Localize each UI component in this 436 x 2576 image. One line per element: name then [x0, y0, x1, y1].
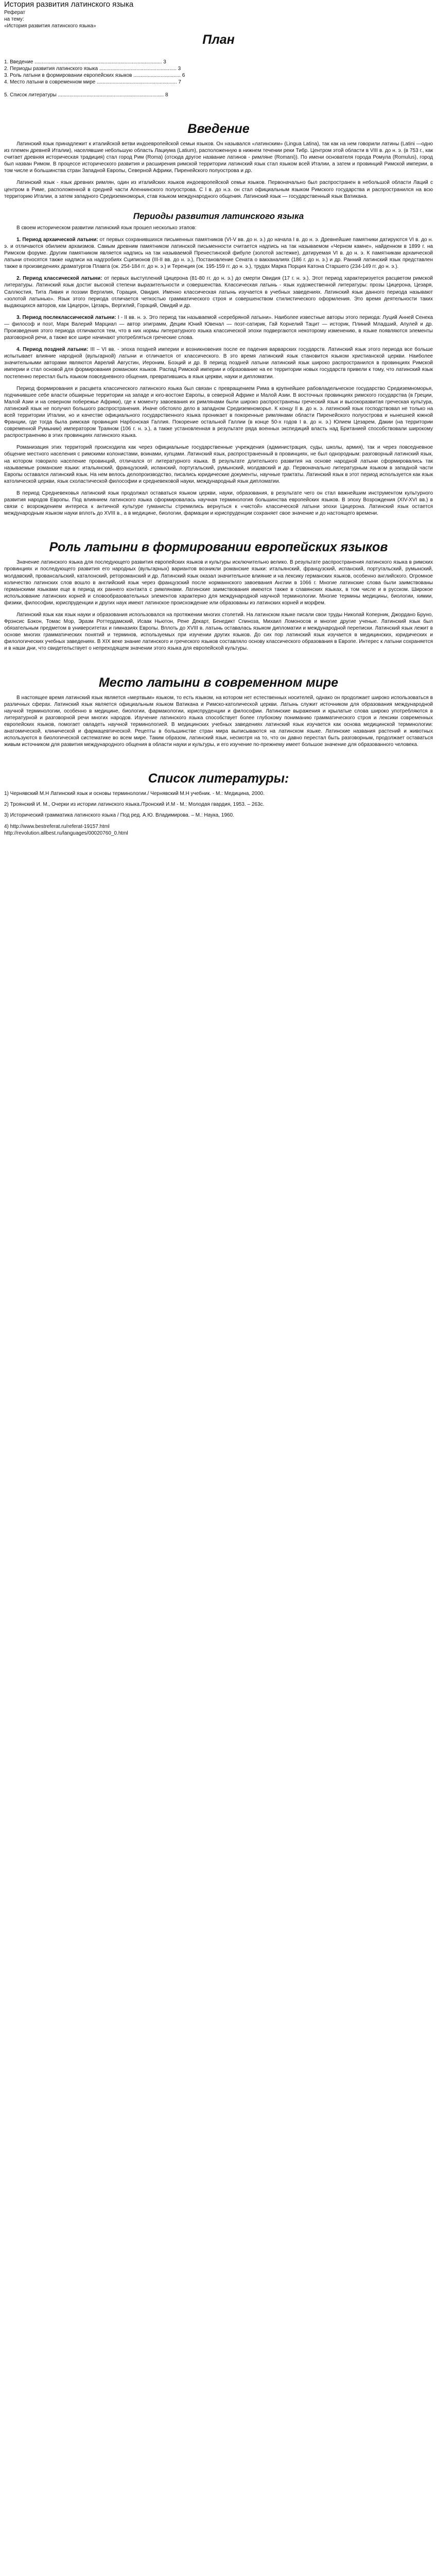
header-block — [4, 0, 433, 29]
role-section — [4, 559, 433, 652]
paragraph: Значение латинского языка для последующего развития европейских языков и культуры исключительно велико. В результате распространения латинского языка в римских провинциях и последующего развития его народных (вульгарных) вариантов возникли романские языки: итальянский, французский, испанский, португальский, румынский, молдавский, провансальский, каталонский, ретороманский и др. Латинский язык оказал значительное влияние и на лексику германских языков, особенно английского. Огромное количество латинских слов вошло в английский язык через французский после норманнского завоевания Англии в 1066 г. Многие латинские слова были заимствованы германскими языками еще в период их раннего контакта с римлянами. Латинские заимствования имеются также в славянских языках, в том числе и в русском. Широкое использование латинских корней и словообразовательных элементов характерно для международной научной терминологии. Многие термины медицины, биологии, химии, физики, философии, юриспруденции и других наук имеют латинское происхождение или образованы из латинских корней и морфем. — [4, 560, 433, 606]
toc-item: 5. Список литературы .......................................................................... 8 — [4, 92, 168, 98]
document-page — [0, 0, 436, 837]
modern-section — [4, 694, 433, 749]
paragraph: Латинский язык - язык древних римлян, один из италийских языков индоевропейской семьи языков. Первоначально был распространен в небольшой области Лаций с центром в Риме, расположенной в средней части Апеннинского полуострова. С I в. до н.э. он стал официальным языком Римского государства и распространился на всю территорию Италии, а затем западного Средиземноморья, став языком международного общения. Латинский язык — государственный язык Ватикана. — [4, 180, 433, 199]
paragraph: Романизация этих территорий происходила как через официальные государственные учреждения (администрация, суды, школы, армия), так и через повседневное общение местного населения с римскими колонистами, воинами, купцами. Латинский язык, распространенный в провинциях, не был однородным: разговорный латинский язык, на котором говорило население провинций, отличался от литературного языка. В результате длительного развития на основе народной латыни сформировались так называемые романские языки: итальянский, французский, испанский, португальский, румынский, молдавский и др. Первоначально литературным языком в западной части Европы оставался латинский язык. На нем велось делопроизводство, писались юридические документы, научные трактаты. Латинский язык в этот период используется как язык католической церкви, язык схоластической философии и средневековой науки, международный язык дипломатии. — [4, 445, 433, 484]
role-heading: Роль латыни в формировании европейских языков — [49, 540, 388, 555]
plan-title: План — [202, 32, 235, 47]
toc-item: 4. Место латыни в современном мире ........................................................ 7 — [4, 79, 181, 85]
toc-item: 2. Периоды развития латинского языка ...................................................... 3 — [4, 66, 181, 72]
paragraph: В своем историческом развитии латинский язык прошел несколько этапов: — [16, 225, 197, 231]
period-text: от первых выступлений Цицерона (81-80 гг. до н. э.) до смерти Овидия (17 г. н. э.). Этот период характеризуется расцветом римской литературы. Латинский язык достиг высокой степени выразительности и совершенства. Классическая латынь - язык художественной литературы: прозы Цицерона, Цезаря, Саллюстия, Тита Ливия и поэзии Вергилия, Горация, Овидия. Именно классическая латынь изучается в учебных заведениях. Латинский язык данного периода называют «золотой латынью». Язык этого периода отличается четкостью грамматического строя и совершенством стилистического оформления. Это время деятельности таких выдающихся авторов, как Цицерон, Цезарь, Вергилий, Гораций, Овидий и др. — [4, 276, 433, 309]
period-label: 2. Период классической латыни: — [16, 276, 102, 282]
topic-title: «История развития латинского языка» — [4, 23, 96, 29]
paragraph: В настоящее время латинский язык является «мертвым» языком, то есть языком, на котором нет естественных носителей, однако он продолжает широко использоваться в различных сферах. Латинский язык является официальным языком Ватикана и Римско-католической церкви. Латынь служит источником для образования международной научной терминологии, особенно в медицине, биологии, фармакологии, юриспруденции и философии. Латинские выражения и крылатые слова широко употребляются в литературной и разговорной речи многих народов. Изучение латинского языка способствует более глубокому пониманию грамматического строя и лексики современных европейских языков, помогает овладеть научной терминологией. В медицинских учебных заведениях латинский язык изучается как основа медицинской терминологии: анатомической, клинической и фармацевтической. Рецепты в большинстве стран мира выписываются на латинском языке. Латинские названия растений и животных используются в биологической систематике во всем мире. Таким образом, латинский язык, несмотря на то, что он давно перестал быть разговорным, продолжает оставаться живым источником для развития международного общения в области науки и культуры, и его изучение по-прежнему имеет большое значение для образованного человека. — [4, 694, 433, 748]
references-list — [4, 790, 433, 836]
topic-label: на тему: — [4, 16, 24, 22]
paragraph: Латинский язык как язык науки и образования использовался на протяжении многих столетий. На латинском языке писали свои труды Николай Коперник, Джордано Бруно, Фрэнсис Бэкон, Томас Мор, Эразм Роттердамский, Исаак Ньютон, Рене Декарт, Бенедикт Спиноза, Михаил Ломоносов и многие другие ученые. Латинский язык был обязательным предметом в университетах и гимназиях Европы. Вплоть до XVIII в. латынь оставалась языком дипломатии и международной переписки. Латинский язык лежит в основе многих грамматических понятий и терминов, используемых при изучении других языков. До сих пор латинский язык изучается в медицинских, юридических и филологических учебных заведениях. В XIX веке знание латинского и греческого языков составляло основу классического образования в Европе. Интерес к латыни сохраняется и в наши дни, что свидетельствует о непреходящем значении этого языка для европейской культуры. — [4, 612, 433, 652]
window-title: История развития латинского языка — [4, 0, 134, 9]
intro-heading: Введение — [187, 122, 250, 136]
period-text: III – VI вв. - эпоха поздней империи и возникновения после ее падения варварских государств. Латинский язык этого периода все больше испытывает влияние народной (вульгарной) латыни и отличается от классического. В это время латинский язык становится языком христианской церкви. Наиболее значительными авторами являются Аврелий Августин, Иероним, Боэций и др. В период поздней латыни латинский язык широко распространился в провинциях Римской империи и стал основой для формирования романских языков. Распад Римской империи и образование на ее территории новых государств привели к тому, что латинский язык постепенно перестал быть языком повседневного общения, превратившись в язык церкви, науки и дипломатии. — [4, 347, 433, 380]
toc-item: 3. Роль латыни в формировании европейских языков ................................. 6 — [4, 73, 185, 78]
periods-heading: Периоды развития латинского языка — [133, 211, 304, 221]
modern-heading: Место латыни в современном мире — [98, 675, 339, 690]
references-heading: Список литературы: — [148, 771, 289, 786]
reference-item: 2) Троянский И. М., Очерки из истории латинского языка./Тронский И.М - М.: Молодая гвардия, 1953. – 263с. — [4, 802, 265, 808]
reference-item: 3) Исторический грамматика латинского языка / Под ред. А.Ю. Владимирова. – М.: Наука, 1960. — [4, 812, 234, 819]
reference-link[interactable]: http://revolution.allbest.ru/languages/00020760_0.html — [4, 830, 128, 836]
intro-section — [4, 141, 433, 200]
period-2 — [4, 275, 433, 309]
reference-link[interactable]: 4) http://www.bestreferat.ru/referat-19157.html — [4, 823, 110, 829]
paragraph: В период Средневековья латинский язык продолжал оставаться языком церкви, науки, образования, в результате чего он стал важнейшим инструментом культурного развития народов Европы. Под влиянием латинского языка сформировалась научная терминология большинства европейских языков. В эпоху Возрождения (XIV-XVI вв.) в связи с возрождением интереса к античной культуре гуманисты стремились вернуться к «чистой» классической латыни эпохи Цицерона. Латинский язык остается международным языком науки вплоть до XVIII в., а в медицине, биологии, фармации и юриспруденции сохраняет свое значение и до настоящего времени. — [4, 490, 433, 517]
period-label: 4. Период поздней латыни: — [16, 347, 89, 353]
period-3 — [4, 314, 433, 341]
period-4 — [4, 346, 433, 380]
period-1 — [4, 236, 433, 270]
periods-section — [4, 225, 433, 517]
period-text: от первых сохранившихся письменных памятников (VI-V вв. до н. э.) до начала I в. до н. э. Древнейшие памятники датируются VI в. до н. э. и отличаются обилием архаизмов. Самым древним памятником латинской письменности считается надпись на так называемом «Черном камне», найденном в 1899 г. на Римском форуме. Другим памятником является надпись на так называемой Пренестинской фибуле (золотой застежке), датируемая VI в. до н. э. К памятникам архаической латыни относятся также надписи на надгробиях Сципионов (III-II вв. до н. э.), Постановление Сената о вакханалиях (186 г. до н. э.) и др. Ранний латинский язык представлен также в произведениях драматургов Плавта (ок. 254-184 гг. до н. э.) и Теренция (ок. 195-159 гг. до н. э.), трудах Марка Порция Катона Старшего (234-149 гг. до н. э.). — [4, 236, 433, 270]
reference-item: 1) Чернявский М.Н Латинский язык и основы терминологии./ Чернявский М.Н учебник. - М.: Медицина, 2000. — [4, 791, 265, 797]
period-text: I - II вв. н. э. Это период так называемой «серебряной латыни». Наиболее известные авторы этого периода: Луций Анней Сенека — философ и поэт, Марк Валерий Марциал — автор эпиграмм, Децим Юний Ювенал — поэт-сатирик, Гай Корнелий Тацит — историк, Плиний Младший, Апулей и др. Произведения этого периода отличаются тем, что в них нормы литературного языка классической эпохи подвергаются некоторому изменению, в языке появляются элементы разговорной речи, а также все шире начинают употребляться греческие слова. — [4, 314, 433, 341]
work-type: Реферат — [4, 10, 26, 15]
table-of-contents — [4, 59, 433, 98]
paragraph: Период формирования и расцвета классического латинского языка был связан с превращением Рима в крупнейшее рабовладельческое государство Средиземноморья, подчинившее себе власти обширные территории на западе и юго-востоке Европы, в северной Африке и Малой Азии. В восточных провинциях римского государства (в Греции, Малой Азии и на северном побережье Африки), где к моменту завоевания их римлянами были широко распространены греческий язык и высокоразвитая греческая культура, латинский язык не получил большого распространения. Иначе обстояло дело в западном Средиземноморье. К концу II в. до н. э. латинский язык господствовал не только на всей территории Италии, но и качестве официального государственного языка проникает в покоренные римлянами области Пиренейского полуострова и нынешней южной Франции, где тогда была римская провинция Нарбонская Галлия. Покорение остальной Галлии (в конце 50-х годов I в. до н. э.) Юлием Цезарем, Дакии (на территории современной Румынии) императором Траяном (106 г. н. э.), а также установленная в результате ряда военных экспедиций власть над Британией способствовали широкому распространению в этих провинциях латинского языка. — [4, 385, 433, 439]
paragraph: Латинский язык принадлежит к италийской ветви индоевропейской семьи языков. Он назывался «латинским» (Lingua Latina), так как на нем говорили латины (Latini —одно из племен древней Италии), населявшие небольшую область Лациума (Latium), расположенную в нижнем течении реки Тибр. Центром этой области в VIII в. до н. э. (в 753 г., как считает древняя историческая традиция) стал город Рим (Roma) (отсюда другое название латинов - римляне (Romani)). По имени основателя города Ромула (Romulus), город был назван Римом. В процессе исторического развития и расширения римской территории латинский язык стал языком всей Италии, а затем и провинций Римской империи, в том числе и большинства стран Западной Европы, Северной Африки, Пиренейского полуострова и др. — [4, 141, 433, 174]
period-label: 1. Период архаической латыни: — [16, 236, 98, 243]
period-label: 3. Период послеклассической латыни: — [16, 314, 116, 320]
toc-item: 1. Введение ......................................................................................... 3 — [4, 59, 166, 65]
